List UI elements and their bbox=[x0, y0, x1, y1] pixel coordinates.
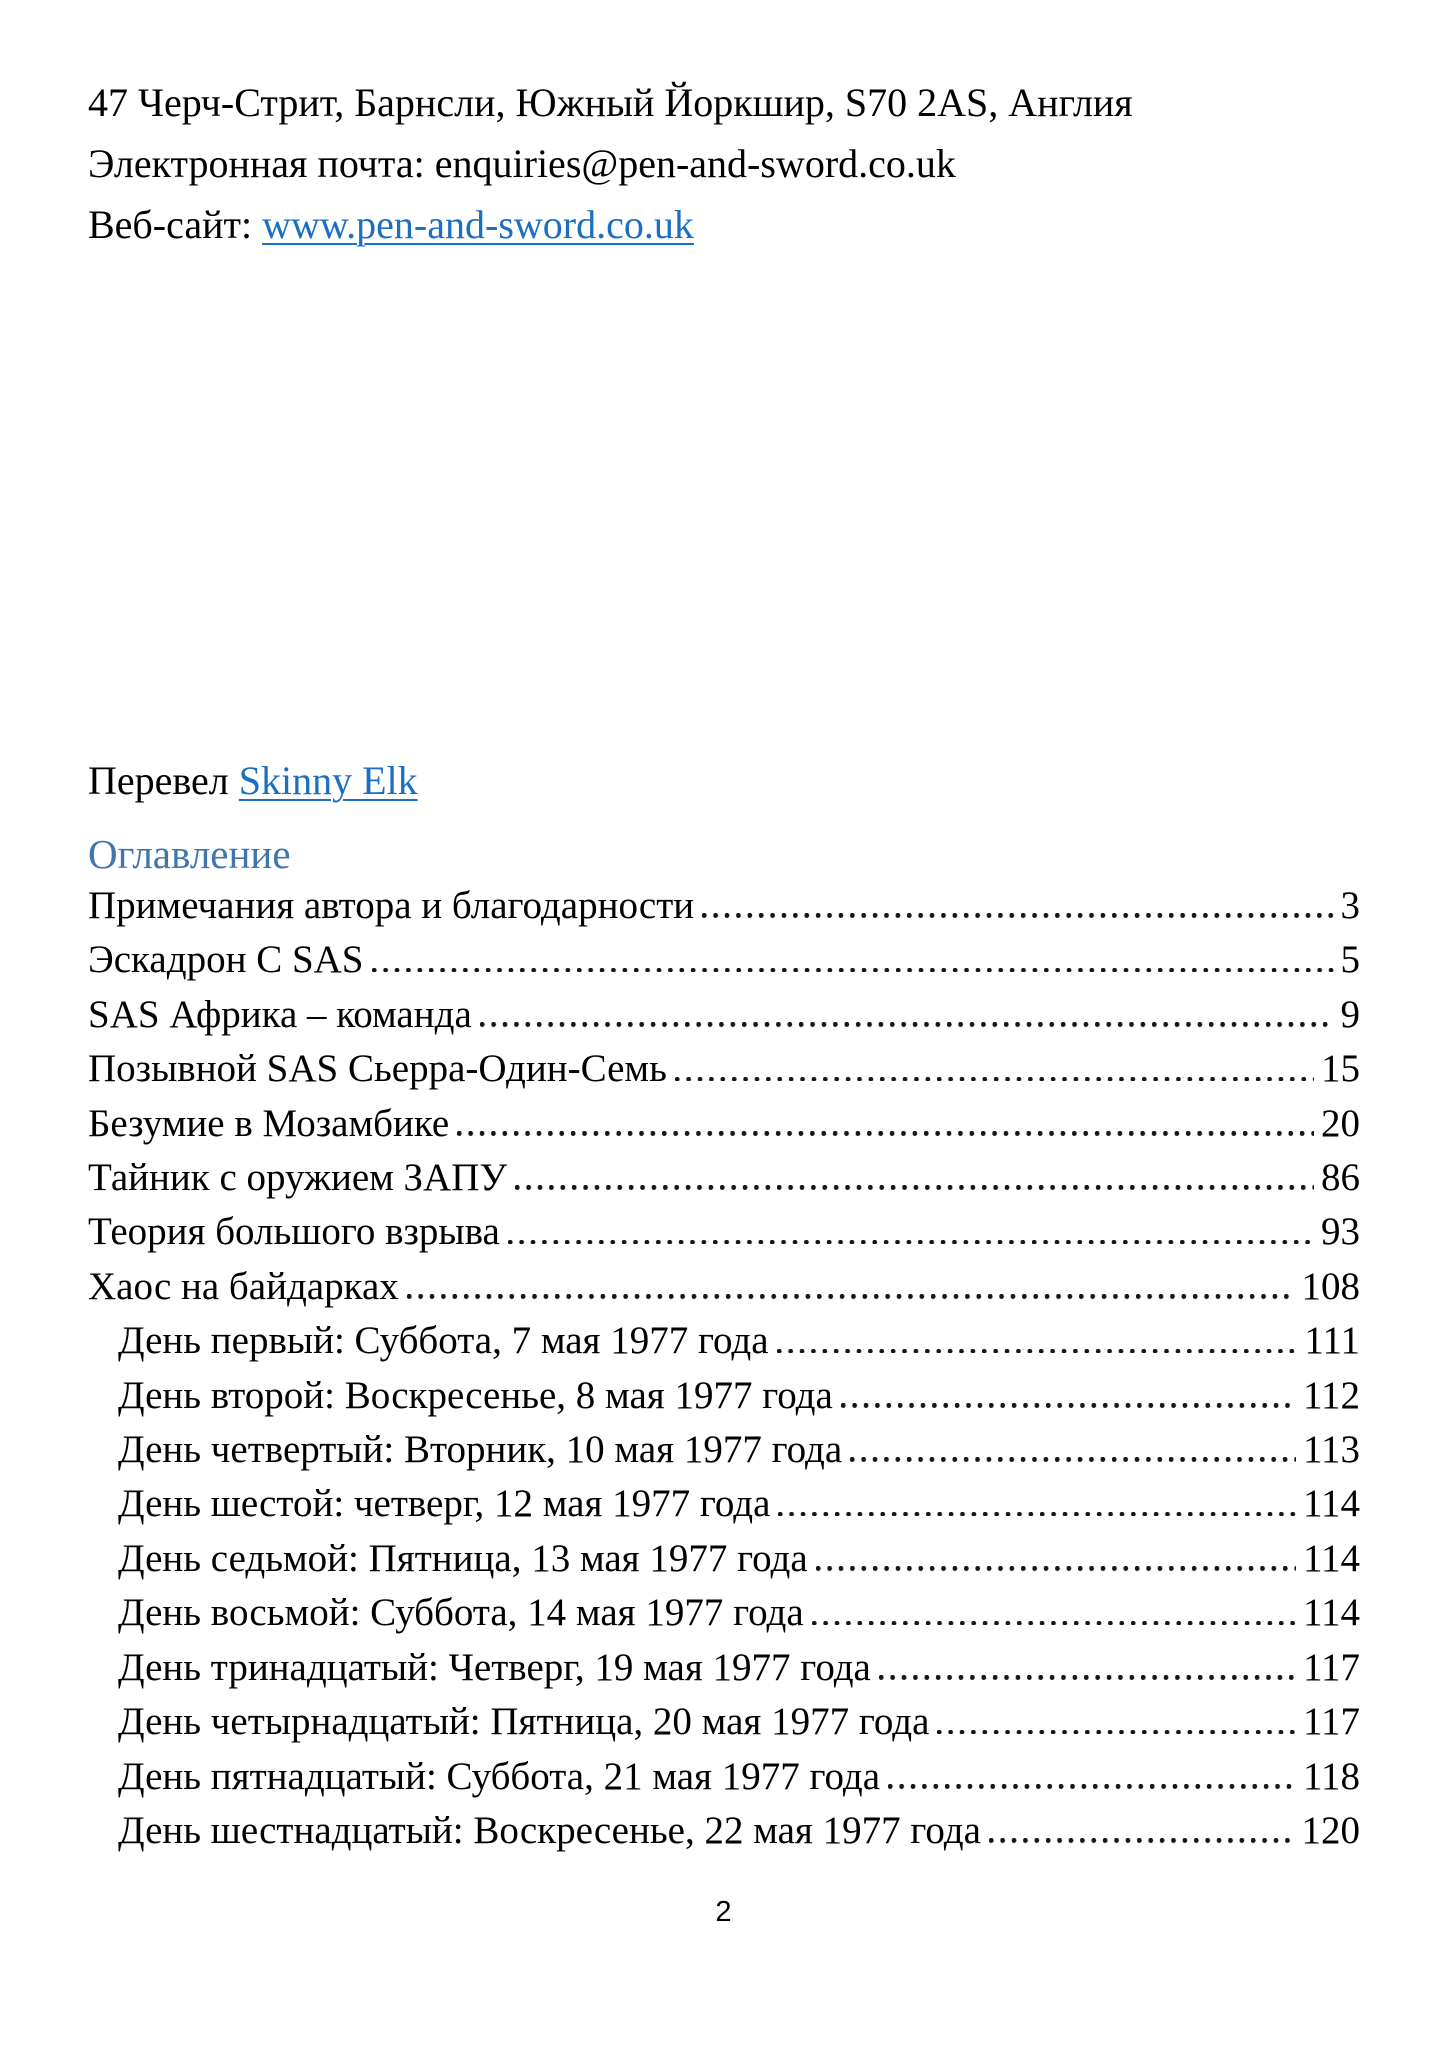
toc-row bbox=[88, 1586, 1360, 1640]
dotted-leader bbox=[841, 1401, 1296, 1408]
toc-entry-label: День второй: Воскресенье, 8 мая 1977 года bbox=[118, 1373, 833, 1417]
toc-entry-page: 117 bbox=[1302, 1700, 1360, 1744]
toc-entry-page: 112 bbox=[1302, 1373, 1360, 1417]
dotted-leader bbox=[457, 1129, 1314, 1136]
website-label: Веб-сайт: bbox=[88, 202, 263, 247]
toc-entry-page: 118 bbox=[1302, 1754, 1360, 1798]
toc-row bbox=[88, 1314, 1360, 1368]
toc-row bbox=[88, 1641, 1360, 1695]
translator-link[interactable]: Skinny Elk bbox=[238, 758, 418, 803]
toc-entry-page: 20 bbox=[1321, 1101, 1360, 1145]
dotted-leader bbox=[480, 1020, 1334, 1027]
toc-entry-page: 93 bbox=[1321, 1210, 1360, 1254]
toc-entry-page: 15 bbox=[1321, 1047, 1360, 1091]
toc-entry-page: 117 bbox=[1302, 1645, 1360, 1689]
dotted-leader bbox=[508, 1237, 1314, 1244]
toc-entry-page: 5 bbox=[1340, 938, 1360, 982]
toc-row bbox=[88, 1097, 1360, 1151]
toc-entry-label: Хаос на байдарках bbox=[88, 1264, 399, 1308]
dotted-leader bbox=[702, 911, 1333, 918]
dotted-leader bbox=[937, 1727, 1296, 1734]
toc-row bbox=[88, 1042, 1360, 1096]
toc-entry-page: 120 bbox=[1301, 1808, 1360, 1852]
toc-row bbox=[88, 1205, 1360, 1259]
dotted-leader bbox=[888, 1782, 1296, 1789]
toc-entry-page: 3 bbox=[1340, 884, 1360, 927]
toc-entry-label: День шестой: четверг, 12 мая 1977 года bbox=[118, 1482, 771, 1526]
toc-row bbox=[88, 1260, 1360, 1314]
email-line: Электронная почта: enquiries@pen-and-sword.co.uk bbox=[88, 141, 956, 186]
dotted-leader bbox=[675, 1074, 1314, 1081]
page-number: 2 bbox=[715, 1896, 732, 1928]
toc-entry-label: Примечания автора и благодарности bbox=[88, 884, 695, 927]
toc-entry-page: 114 bbox=[1302, 1482, 1360, 1526]
toc-entry-page: 108 bbox=[1301, 1264, 1360, 1308]
toc-entry-label: День четвертый: Вторник, 10 мая 1977 года bbox=[118, 1428, 843, 1472]
toc-row bbox=[88, 988, 1360, 1042]
translator-line bbox=[88, 750, 418, 811]
toc-row bbox=[88, 1532, 1360, 1586]
toc-entry-label: Эскадрон C SAS bbox=[88, 938, 364, 982]
toc-entry-page: 9 bbox=[1340, 992, 1360, 1036]
toc-entry-label: День шестнадцатый: Воскресенье, 22 мая 1977 года bbox=[118, 1808, 981, 1852]
toc-row bbox=[88, 1369, 1360, 1423]
dotted-leader bbox=[778, 1509, 1296, 1516]
toc-entry-label: День восьмой: Суббота, 14 мая 1977 года bbox=[118, 1591, 804, 1635]
toc-entry-label: День четырнадцатый: Пятница, 20 мая 1977 года bbox=[118, 1700, 930, 1744]
address-line: 47 Черч-Стрит, Барнсли, Южный Йоркшир, S70 2AS, Англия bbox=[88, 80, 1133, 125]
toc-entry-page: 113 bbox=[1302, 1428, 1360, 1472]
toc-row bbox=[88, 1695, 1360, 1749]
toc-row bbox=[88, 1423, 1360, 1477]
toc-row bbox=[88, 1151, 1360, 1205]
toc-entry-label: Теория большого взрыва bbox=[88, 1210, 500, 1254]
toc-row bbox=[88, 1804, 1360, 1858]
dotted-leader bbox=[812, 1618, 1296, 1625]
toc-row bbox=[88, 933, 1360, 987]
toc-heading: Оглавление bbox=[88, 831, 291, 877]
website-link[interactable]: www.pen-and-sword.co.uk bbox=[262, 202, 694, 247]
publisher-address-block bbox=[88, 72, 1360, 255]
toc-entry-page: 86 bbox=[1321, 1156, 1360, 1200]
website-line bbox=[88, 194, 1360, 255]
dotted-leader bbox=[372, 965, 1334, 972]
toc-entry-label: Безумие в Мозамбике bbox=[88, 1101, 450, 1145]
table-of-contents bbox=[88, 879, 1360, 1858]
toc-row bbox=[88, 879, 1360, 933]
dotted-leader bbox=[816, 1564, 1296, 1571]
toc-entry-page: 114 bbox=[1302, 1591, 1360, 1635]
toc-entry-label: Позывной SAS Сьерра-Один-Семь bbox=[88, 1047, 667, 1091]
translator-label: Перевел bbox=[88, 758, 239, 803]
dotted-leader bbox=[515, 1183, 1314, 1190]
dotted-leader bbox=[879, 1673, 1296, 1680]
toc-entry-label: День первый: Суббота, 7 мая 1977 года bbox=[118, 1319, 769, 1363]
dotted-leader bbox=[989, 1836, 1295, 1843]
dotted-leader bbox=[407, 1292, 1295, 1299]
toc-entry-label: SAS Африка – команда bbox=[88, 992, 472, 1036]
toc-entry-label: День седьмой: Пятница, 13 мая 1977 года bbox=[118, 1536, 808, 1580]
toc-entry-label: День пятнадцатый: Суббота, 21 мая 1977 года bbox=[118, 1754, 881, 1798]
toc-entry-page: 111 bbox=[1304, 1319, 1360, 1363]
toc-row bbox=[88, 1477, 1360, 1531]
toc-entry-page: 114 bbox=[1302, 1536, 1360, 1580]
dotted-leader bbox=[777, 1346, 1298, 1353]
toc-row bbox=[88, 1750, 1360, 1804]
toc-entry-label: Тайник с оружием ЗАПУ bbox=[88, 1156, 508, 1200]
dotted-leader bbox=[850, 1455, 1296, 1462]
toc-entry-label: День тринадцатый: Четверг, 19 мая 1977 года bbox=[118, 1645, 871, 1689]
